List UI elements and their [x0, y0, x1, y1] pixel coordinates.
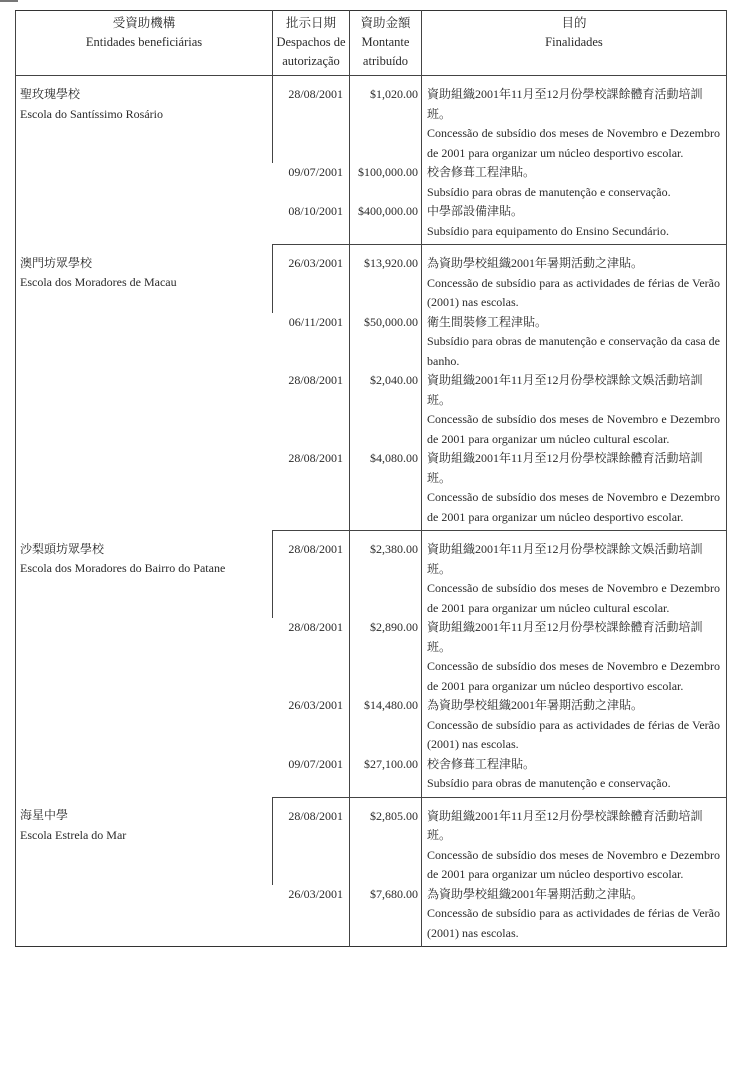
- purpose-cell: [422, 163, 727, 202]
- table-row: [16, 797, 727, 885]
- header-purpose-pt: Finalidades: [545, 35, 603, 49]
- date-cell: 08/10/2001: [273, 202, 350, 245]
- page-corner-mark: [0, 0, 18, 2]
- date-cell: 28/08/2001: [288, 373, 343, 387]
- purpose-zh: 衛生間裝修工程津貼。: [427, 314, 548, 329]
- date-cell: 26/03/2001: [288, 886, 343, 901]
- amount-cell: $14,480.00: [350, 696, 422, 755]
- entity-name-zh: 沙梨頭坊眾學校: [20, 541, 105, 556]
- purpose-pt: Concessão de subsídio dos meses de Novembro e Dezembro de 2001 para organizar um núcleo desportivo escolar.: [427, 659, 720, 693]
- amount-cell: $2,805.00: [350, 797, 422, 885]
- date-cell: 09/07/2001: [288, 165, 343, 179]
- purpose-pt: Concessão de subsídio para as actividades de férias de Verão (2001) nas escolas.: [427, 717, 720, 751]
- date-cell: 28/08/2001: [273, 449, 350, 531]
- header-purpose: [422, 11, 727, 76]
- purpose-zh: 資助組織2001年11月至12月份學校課餘體育活動培訓班。: [427, 87, 703, 121]
- amount-cell: $13,920.00: [350, 245, 422, 313]
- purpose-cell: [422, 797, 727, 885]
- entity-name-zh: 聖玫瑰學校: [20, 87, 81, 101]
- header-date-zh: 批示日期: [285, 16, 336, 30]
- header-entity-zh: 受資助機構: [112, 16, 176, 30]
- purpose-zh: 為資助學校組織2001年暑期活動之津貼。: [427, 256, 644, 270]
- purpose-pt: Subsídio para equipamento do Ensino Secundário.: [427, 223, 669, 238]
- purpose-cell: [422, 531, 727, 619]
- purpose-zh: 資助組織2001年11月至12月份學校課餘體育活動培訓班。: [427, 808, 703, 842]
- purpose-zh: 資助組織2001年11月至12月份學校課餘體育活動培訓班。: [427, 451, 703, 485]
- amount-cell: $2,040.00: [350, 371, 422, 449]
- entity-cell: [16, 797, 273, 947]
- header-amount-pt-line2: atribuído: [362, 54, 409, 68]
- header-amount-zh: 資助金額: [360, 16, 411, 30]
- header-entity: [16, 11, 273, 76]
- purpose-pt: Concessão de subsídio para as actividades de férias de Verão (2001) nas escolas.: [427, 906, 720, 940]
- table-row: [16, 76, 727, 164]
- purpose-cell: [422, 245, 727, 313]
- entity-name-pt: Escola dos Moradores de Macau: [20, 275, 177, 289]
- date-cell: 28/08/2001: [273, 531, 350, 619]
- purpose-zh: 為資助學校組織2001年暑期活動之津貼。: [427, 698, 644, 712]
- purpose-zh: 為資助學校組織2001年暑期活動之津貼。: [427, 886, 644, 901]
- purpose-pt: Subsídio para obras de manutenção e conservação.: [427, 776, 671, 790]
- amount-cell: $27,100.00: [350, 755, 422, 798]
- purpose-cell: [422, 885, 727, 947]
- purpose-zh: 校舍修葺工程津貼。: [427, 165, 536, 179]
- header-date-pt-line2: autorização: [282, 54, 340, 68]
- entity-cell: [16, 245, 273, 531]
- purpose-pt: Subsídio para obras de manutenção e conservação.: [427, 184, 671, 199]
- purpose-pt: Concessão de subsídio dos meses de Novembro e Dezembro de 2001 para organizar um núcleo desportivo escolar.: [427, 490, 720, 524]
- purpose-zh: 資助組織2001年11月至12月份學校課餘體育活動培訓班。: [427, 620, 703, 654]
- purpose-zh: 中學部設備津貼。: [427, 204, 524, 218]
- table-row: [16, 245, 727, 313]
- amount-cell: $1,020.00: [350, 76, 422, 164]
- date-cell: 28/08/2001: [288, 620, 343, 634]
- entity-cell: [16, 531, 273, 798]
- date-cell: 28/08/2001: [273, 76, 350, 164]
- purpose-pt: Concessão de subsídio para as actividades de férias de Verão (2001) nas escolas.: [427, 275, 720, 309]
- header-date: [273, 11, 350, 76]
- date-cell: 26/03/2001: [288, 698, 343, 712]
- purpose-pt: Concessão de subsídio dos meses de Novembro e Dezembro de 2001 para organizar um núcleo cultural escolar.: [427, 412, 720, 446]
- date-cell: 26/03/2001: [273, 245, 350, 313]
- entity-cell: [16, 76, 273, 245]
- header-date-pt-line1: Despachos de: [276, 35, 346, 49]
- purpose-cell: [422, 618, 727, 696]
- purpose-cell: [422, 76, 727, 164]
- table-header-row: [16, 11, 727, 76]
- purpose-pt: Concessão de subsídio dos meses de Novembro e Dezembro de 2001 para organizar um núcleo desportivo escolar.: [427, 126, 720, 160]
- amount-cell: $50,000.00: [350, 313, 422, 372]
- amount-cell: $100,000.00: [350, 163, 422, 202]
- purpose-zh: 校舍修葺工程津貼。: [427, 756, 536, 771]
- purpose-cell: [422, 202, 727, 245]
- amount-cell: $400,000.00: [350, 202, 422, 245]
- amount-cell: $7,680.00: [350, 885, 422, 947]
- subsidy-table: [15, 10, 727, 947]
- date-cell: 28/08/2001: [273, 797, 350, 885]
- purpose-zh: 資助組織2001年11月至12月份學校課餘文娛活動培訓班。: [427, 373, 703, 407]
- header-entity-pt: Entidades beneficiárias: [85, 35, 203, 49]
- entity-name-pt: Escola Estrela do Mar: [20, 827, 127, 842]
- header-amount-pt-line1: Montante: [361, 35, 410, 49]
- purpose-cell: [422, 449, 727, 531]
- table-row: [16, 531, 727, 619]
- purpose-cell: [422, 313, 727, 372]
- purpose-zh: 資助組織2001年11月至12月份學校課餘文娛活動培訓班。: [427, 542, 703, 576]
- amount-cell: $2,380.00: [350, 531, 422, 619]
- purpose-cell: [422, 371, 727, 449]
- entity-name-pt: Escola dos Moradores do Bairro do Patane: [20, 561, 226, 575]
- purpose-pt: Subsídio para obras de manutenção e conservação da casa de banho.: [427, 334, 720, 368]
- purpose-cell: [422, 696, 727, 755]
- entity-name-zh: 海星中學: [20, 808, 69, 822]
- purpose-cell: [422, 755, 727, 798]
- header-purpose-zh: 目的: [561, 16, 587, 30]
- purpose-pt: Concessão de subsídio dos meses de Novembro e Dezembro de 2001 para organizar um núcleo cultural escolar.: [427, 581, 720, 615]
- date-cell: 06/11/2001: [288, 314, 343, 329]
- amount-cell: $4,080.00: [350, 449, 422, 531]
- purpose-pt: Concessão de subsídio dos meses de Novembro e Dezembro de 2001 para organizar um núcleo desportivo escolar.: [427, 847, 720, 881]
- entity-name-zh: 澳門坊眾學校: [20, 255, 93, 270]
- date-cell: 09/07/2001: [273, 755, 350, 798]
- entity-name-pt: Escola do Santíssimo Rosário: [20, 106, 163, 121]
- amount-cell: $2,890.00: [350, 618, 422, 696]
- header-amount: [350, 11, 422, 76]
